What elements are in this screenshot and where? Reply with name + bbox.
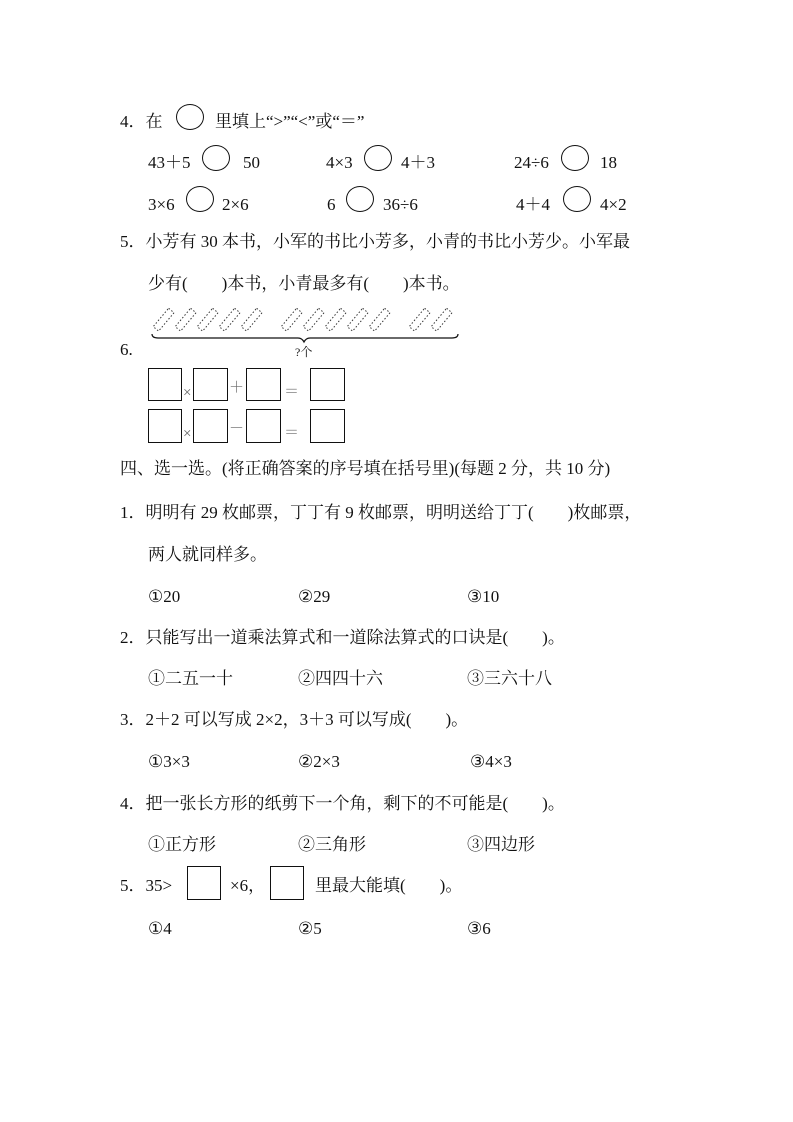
option: ③10: [467, 587, 500, 606]
expr-right: 50: [243, 153, 260, 172]
answer-circle[interactable]: [561, 145, 589, 171]
answer-box[interactable]: [310, 409, 345, 443]
equals-sign: ＝: [284, 384, 300, 400]
minus-sign: －: [229, 421, 245, 437]
answer-box[interactable]: [270, 866, 304, 900]
option: ②5: [298, 919, 322, 938]
option: ③4×3: [470, 752, 512, 771]
pencil-icon: [241, 308, 262, 331]
pencil-icon: [153, 308, 174, 331]
pencil-illustration: [150, 304, 470, 346]
option: ③6: [467, 919, 491, 938]
answer-box[interactable]: [246, 409, 281, 443]
question-text: ×6，: [230, 876, 266, 895]
option: ③四边形: [467, 835, 535, 854]
answer-box[interactable]: [193, 409, 228, 443]
q5-line2: 少有( )本书，小青最多有( )本书。: [148, 274, 460, 293]
expr-right: 4×2: [600, 195, 627, 214]
expr-left: 3×6: [148, 195, 175, 214]
option: ②三角形: [298, 835, 366, 854]
expr-left: 43＋5: [148, 153, 191, 172]
pencil-icon: [325, 308, 346, 331]
option: ①3×3: [148, 752, 190, 771]
q6-number: 6.: [120, 340, 133, 359]
answer-box[interactable]: [148, 409, 182, 443]
section-heading: 四、选一选。(将正确答案的序号填在括号里)(每题 2 分，共 10 分): [120, 459, 611, 478]
option: ①正方形: [148, 835, 216, 854]
expr-right: 36÷6: [383, 195, 418, 214]
answer-box[interactable]: [246, 368, 281, 401]
pencil-icon: [303, 308, 324, 331]
answer-circle: [176, 104, 204, 130]
answer-circle[interactable]: [563, 186, 591, 212]
question-text: 4．把一张长方形的纸剪下一个角，剩下的不可能是( )。: [120, 794, 565, 813]
times-sign: ×: [183, 426, 192, 442]
option: ②四四十六: [298, 669, 383, 688]
answer-circle[interactable]: [186, 186, 214, 212]
pencil-icon: [369, 308, 390, 331]
answer-circle[interactable]: [364, 145, 392, 171]
pencil-icon: [409, 308, 430, 331]
q4-instruction: 里填上“>”“<”或“＝”: [215, 112, 365, 131]
pencil-icon: [431, 308, 452, 331]
question-text: 两人就同样多。: [148, 545, 267, 564]
answer-box[interactable]: [310, 368, 345, 401]
answer-box[interactable]: [148, 368, 182, 401]
expr-left: 4＋4: [516, 195, 550, 214]
option: ③三六十八: [467, 669, 552, 688]
expr-left: 4×3: [326, 153, 353, 172]
option: ①二五一十: [148, 669, 233, 688]
option: ①20: [148, 587, 181, 606]
expr-right: 4＋3: [401, 153, 435, 172]
pencil-icon: [281, 308, 302, 331]
answer-circle[interactable]: [202, 145, 230, 171]
option: ②2×3: [298, 752, 340, 771]
question-text: 2．只能写出一道乘法算式和一道除法算式的口诀是( )。: [120, 628, 565, 647]
expr-right: 2×6: [222, 195, 249, 214]
pencil-icon: [197, 308, 218, 331]
pencil-icon: [219, 308, 240, 331]
answer-box[interactable]: [193, 368, 228, 401]
times-sign: ×: [183, 385, 192, 401]
option: ①4: [148, 919, 172, 938]
brace: [152, 334, 458, 342]
question-text: 1．明明有 29 枚邮票，丁丁有 9 枚邮票，明明送给丁丁( )枚邮票，: [120, 503, 642, 522]
pencil-icon: [347, 308, 368, 331]
question-text: 5．35>: [120, 876, 173, 895]
question-text: 3．2＋2 可以写成 2×2，3＋3 可以写成( )。: [120, 710, 469, 729]
q5-line1: 5．小芳有 30 本书，小军的书比小芳多，小青的书比小芳少。小军最: [120, 232, 630, 251]
answer-circle[interactable]: [346, 186, 374, 212]
expr-left: 6: [327, 195, 336, 214]
brace-label: ?个: [295, 345, 313, 359]
answer-box[interactable]: [187, 866, 221, 900]
option: ②29: [298, 587, 331, 606]
q4-prefix: 4．在: [120, 112, 163, 131]
pencil-icon: [175, 308, 196, 331]
equals-sign: ＝: [284, 425, 300, 441]
expr-right: 18: [600, 153, 617, 172]
expr-left: 24÷6: [514, 153, 549, 172]
plus-sign: ＋: [229, 380, 245, 396]
question-text: 里最大能填( )。: [315, 876, 463, 895]
